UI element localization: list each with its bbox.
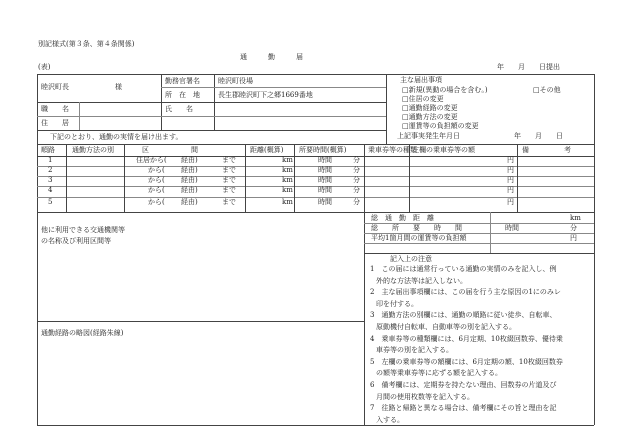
route-row-yen: 円: [507, 186, 514, 194]
office-label: 勤務官署名: [165, 77, 200, 85]
note-line: 2 主な届出事項欄には、この届を行う主な原因の1にのみレ: [370, 288, 561, 297]
route-row-from: 住居から(: [136, 156, 167, 164]
col-pass: 乗車券等の種類: [368, 146, 417, 154]
total-time-minutes: 分: [570, 224, 577, 232]
job-label: 職 名: [41, 105, 69, 113]
col-note: 備 考: [522, 146, 571, 154]
route-row-yen: 円: [507, 198, 514, 206]
average-fare-label: 平均1箇月間の運賃等の負担額: [371, 234, 467, 242]
col-time: 所要時間(概算): [299, 146, 347, 154]
total-distance-label: 総 通 勤 距 離: [371, 214, 434, 222]
note-line: 車券等の別を記入する。: [376, 346, 453, 355]
route-row-hours: 時間: [318, 176, 332, 184]
note-line: 印を付する。: [376, 299, 418, 308]
total-distance-unit: km: [570, 214, 581, 222]
route-row-yen: 円: [507, 176, 514, 184]
route-row-from: から(: [148, 176, 165, 184]
event-date-label: 上記事実発生年月日: [397, 132, 460, 140]
option-route-change[interactable]: □通勤経路の変更: [402, 104, 458, 112]
route-row-no: 3: [48, 176, 53, 184]
route-row-to: まで: [222, 198, 236, 206]
route-row-minutes: 分: [353, 166, 360, 174]
note-line: 6 備考欄には、定期券を持たない理由、回数券の片道及び: [370, 381, 557, 389]
route-row-hours: 時間: [318, 156, 332, 164]
route-row-hours: 時間: [318, 166, 332, 174]
notes-title: 記入上の注意: [390, 255, 432, 263]
route-row-via: 経由): [181, 186, 198, 194]
route-row-to: まで: [222, 186, 236, 194]
option-fare-change[interactable]: □運賃等の負担額の変更: [402, 122, 479, 130]
event-date-value: 年 月 日: [514, 132, 563, 140]
front-label: (表): [38, 63, 51, 71]
location-value: 長生郡睦沢町下之郷1669番地: [218, 91, 313, 99]
other-route-text: 他に利用できる交通機関等の名称及び利用区間等: [41, 226, 125, 245]
route-row-no: 2: [48, 166, 53, 174]
option-method-change[interactable]: □通勤方法の変更: [402, 113, 458, 121]
option-address-change[interactable]: □住居の変更: [402, 95, 444, 103]
total-time-hours: 時間: [505, 224, 519, 232]
route-row-via: 経由): [181, 156, 198, 164]
route-row-km: km: [282, 176, 293, 184]
note-line: の額等乗車券等に応ずる額を記入する。: [376, 369, 502, 378]
col-section: 区 間: [142, 146, 198, 154]
average-fare-unit: 円: [570, 234, 577, 242]
note-line: 入する。: [376, 415, 404, 424]
col-distance: 距離(概算): [250, 146, 284, 154]
col-method: 通勤方法の別: [72, 146, 114, 154]
route-row-km: km: [282, 186, 293, 194]
route-row-to: まで: [222, 166, 236, 174]
note-line: 4 乗車券等の種類欄には、6月定期、10枚綴回数券、優待乗: [370, 334, 563, 343]
route-row-no: 5: [48, 198, 53, 206]
route-row-yen: 円: [507, 156, 514, 164]
route-row-from: から(: [148, 198, 165, 206]
form-title: 通 勤 届: [240, 53, 303, 61]
location-label: 所 在 地: [165, 91, 200, 99]
addressee-honorific: 様: [115, 83, 122, 91]
note-line: 7 往路と帰路と異なる場合は、備考欄にその旨と理由を記: [370, 404, 557, 413]
route-row-minutes: 分: [353, 176, 360, 184]
form-id: 別記様式(第３条、第４条関係): [38, 40, 135, 48]
route-row-km: km: [282, 156, 293, 164]
submit-date: 年 月 日提出: [497, 63, 560, 71]
route-row-from: から(: [148, 166, 165, 174]
route-row-via: 経由): [181, 198, 198, 206]
route-row-km: km: [282, 198, 293, 206]
statement: 下記のとおり、通勤の実情を届け出ます。: [50, 133, 183, 141]
route-row-minutes: 分: [353, 198, 360, 206]
address-label: 住 居: [41, 119, 69, 127]
note-line: 原動機付自転車、自動車等の別を記入する。: [376, 323, 516, 331]
office-value: 睦沢町役場: [218, 77, 253, 85]
note-line: 3 通勤方法の別欄には、通勤の順路に従い徒歩、自転車、: [370, 311, 557, 320]
route-row-hours: 時間: [318, 198, 332, 206]
note-line: 外的な方法等は記入しない。: [376, 276, 467, 285]
addressee: 睦沢町長: [41, 83, 69, 91]
route-row-to: まで: [222, 156, 236, 164]
route-row-km: km: [282, 166, 293, 174]
note-line: 1 この届には通常行っている通勤の実情のみを記入し、例: [370, 265, 557, 273]
route-row-no: 1: [48, 156, 53, 164]
route-row-yen: 円: [507, 166, 514, 174]
note-line: 月間の使用枚数等を記入する。: [376, 392, 474, 401]
option-other[interactable]: □その他: [533, 86, 561, 94]
total-time-label: 総 所 要 時 間: [371, 224, 462, 232]
route-row-no: 4: [48, 186, 53, 194]
option-new[interactable]: □新規(異動の場合を含む。): [402, 86, 488, 94]
col-fare: 左欄の乗車券等の額: [412, 146, 475, 154]
note-line: 5 左欄の乗車券等の額欄には、6月定期の額、10枚綴回数券: [370, 357, 563, 366]
col-no: 順路: [41, 146, 55, 154]
route-row-minutes: 分: [353, 186, 360, 194]
route-row-via: 経由): [181, 166, 198, 174]
map-label: 通勤経路の略図(経路朱線): [41, 329, 124, 337]
notice-title: 主な届出事項: [400, 76, 442, 84]
name-label: 氏 名: [165, 105, 193, 113]
route-row-from: から(: [148, 186, 165, 194]
route-row-via: 経由): [181, 176, 198, 184]
route-row-minutes: 分: [353, 156, 360, 164]
other-route-label: [41, 225, 127, 247]
route-row-hours: 時間: [318, 186, 332, 194]
route-row-to: まで: [222, 176, 236, 184]
